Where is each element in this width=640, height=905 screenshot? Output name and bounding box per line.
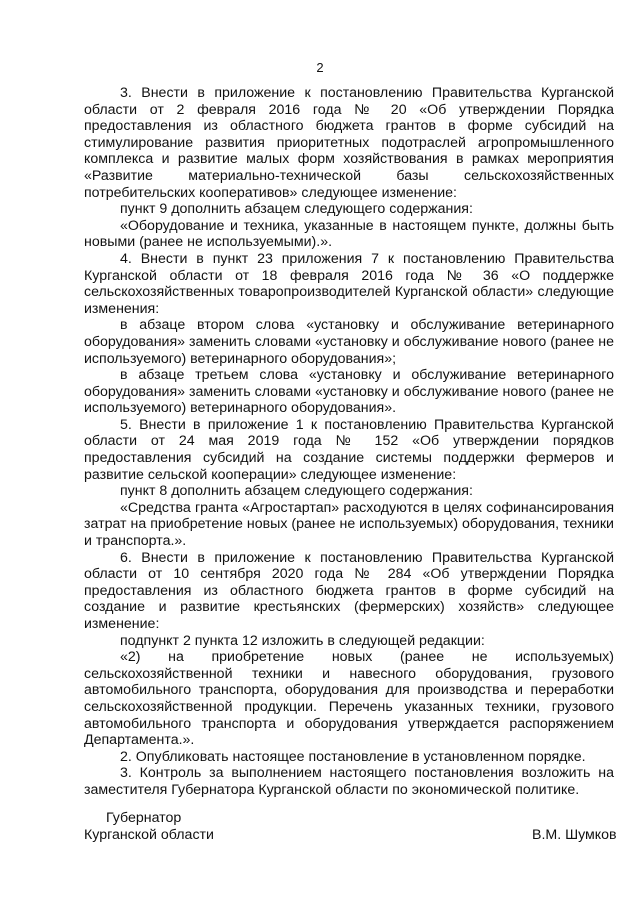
paragraph: 2. Опубликовать настоящее постановление в установленном порядке. bbox=[120, 748, 586, 765]
paragraph: «2) на приобретение новых (ранее не используемых) сельскохозяйственной техники и навесного оборудования, грузового автомобильного транспорта, оборудования для производства и переработки сельскохозяйственной продукции. Перечень указанных техники, грузового автомобильного транспорта и оборудования утверждается распоряжением Департамента.». bbox=[84, 649, 614, 749]
paragraph: 5. Внести в приложение 1 к постановлению Правительства Курганской области от 24 мая 2019 года № 152 «Об утверждении порядков предоставления субсидий на создание системы поддержки фермеров и развитие сельской кооперации» следующее изменение: bbox=[84, 416, 614, 483]
signature-name: В.М. Шумков bbox=[532, 827, 617, 843]
page-number: 2 bbox=[316, 60, 324, 75]
paragraph: в абзаце втором слова «установку и обслуживание ветеринарного оборудования» заменить словами «установку и обслуживание нового (ранее не используемого) ветеринарного оборудования»; bbox=[84, 317, 614, 367]
paragraph: «Средства гранта «Агростартап» расходуются в целях софинансирования затрат на приобретение новых (ранее не используемых) оборудования, техники и транспорта.». bbox=[84, 499, 614, 550]
paragraph: 3. Внести в приложение к постановлению Правительства Курганской области от 2 февраля 2016 года № 20 «Об утверждении Порядка предоставления из областного бюджета грантов в форме субсидий на стимулирование развития приоритетных подотраслей агропромышленного комплекса и развитие малых форм хозяйствования в рамках мероприятия «Развитие материально-технической базы сельскохозяйственных потребительских кооперативов» следующее изменение: bbox=[84, 85, 614, 201]
paragraph: пункт 9 дополнить абзацем следующего содержания: bbox=[120, 201, 473, 218]
paragraph: пункт 8 дополнить абзацем следующего содержания: bbox=[120, 483, 473, 500]
paragraph: в абзаце третьем слова «установку и обслуживание ветеринарного оборудования» заменить словами «установку и обслуживание нового (ранее не используемого) ветеринарного оборудования». bbox=[84, 367, 614, 417]
document-body bbox=[84, 85, 614, 799]
signature-title bbox=[84, 810, 214, 844]
paragraph: 3. Контроль за выполнением настоящего постановления возложить на заместителя Губернатора Курганской области по экономической политике. bbox=[84, 765, 614, 798]
signature-title-line1: Губернатор bbox=[106, 810, 182, 826]
paragraph: 4. Внести в пункт 23 приложения 7 к постановлению Правительства Курганской области от 18 февраля 2016 года № 36 «О поддержке сельскохозяйственных товаропроизводителей Курганской области» следующие изменения: bbox=[84, 250, 614, 317]
paragraph: подпункт 2 пункта 12 изложить в следующей редакции: bbox=[120, 632, 485, 649]
paragraph: «Оборудование и техника, указанные в настоящем пункте, должны быть новыми (ранее не используемыми).». bbox=[84, 217, 614, 251]
signature-title-line2: Курганской области bbox=[84, 827, 214, 843]
paragraph: 6. Внести в приложение к постановлению Правительства Курганской области от 10 сентября 2020 года № 284 «Об утверждении Порядка предоставления из областного бюджета грантов в форме субсидий на создание и развитие крестьянских (фермерских) хозяйств» следующее изменение: bbox=[84, 549, 614, 632]
